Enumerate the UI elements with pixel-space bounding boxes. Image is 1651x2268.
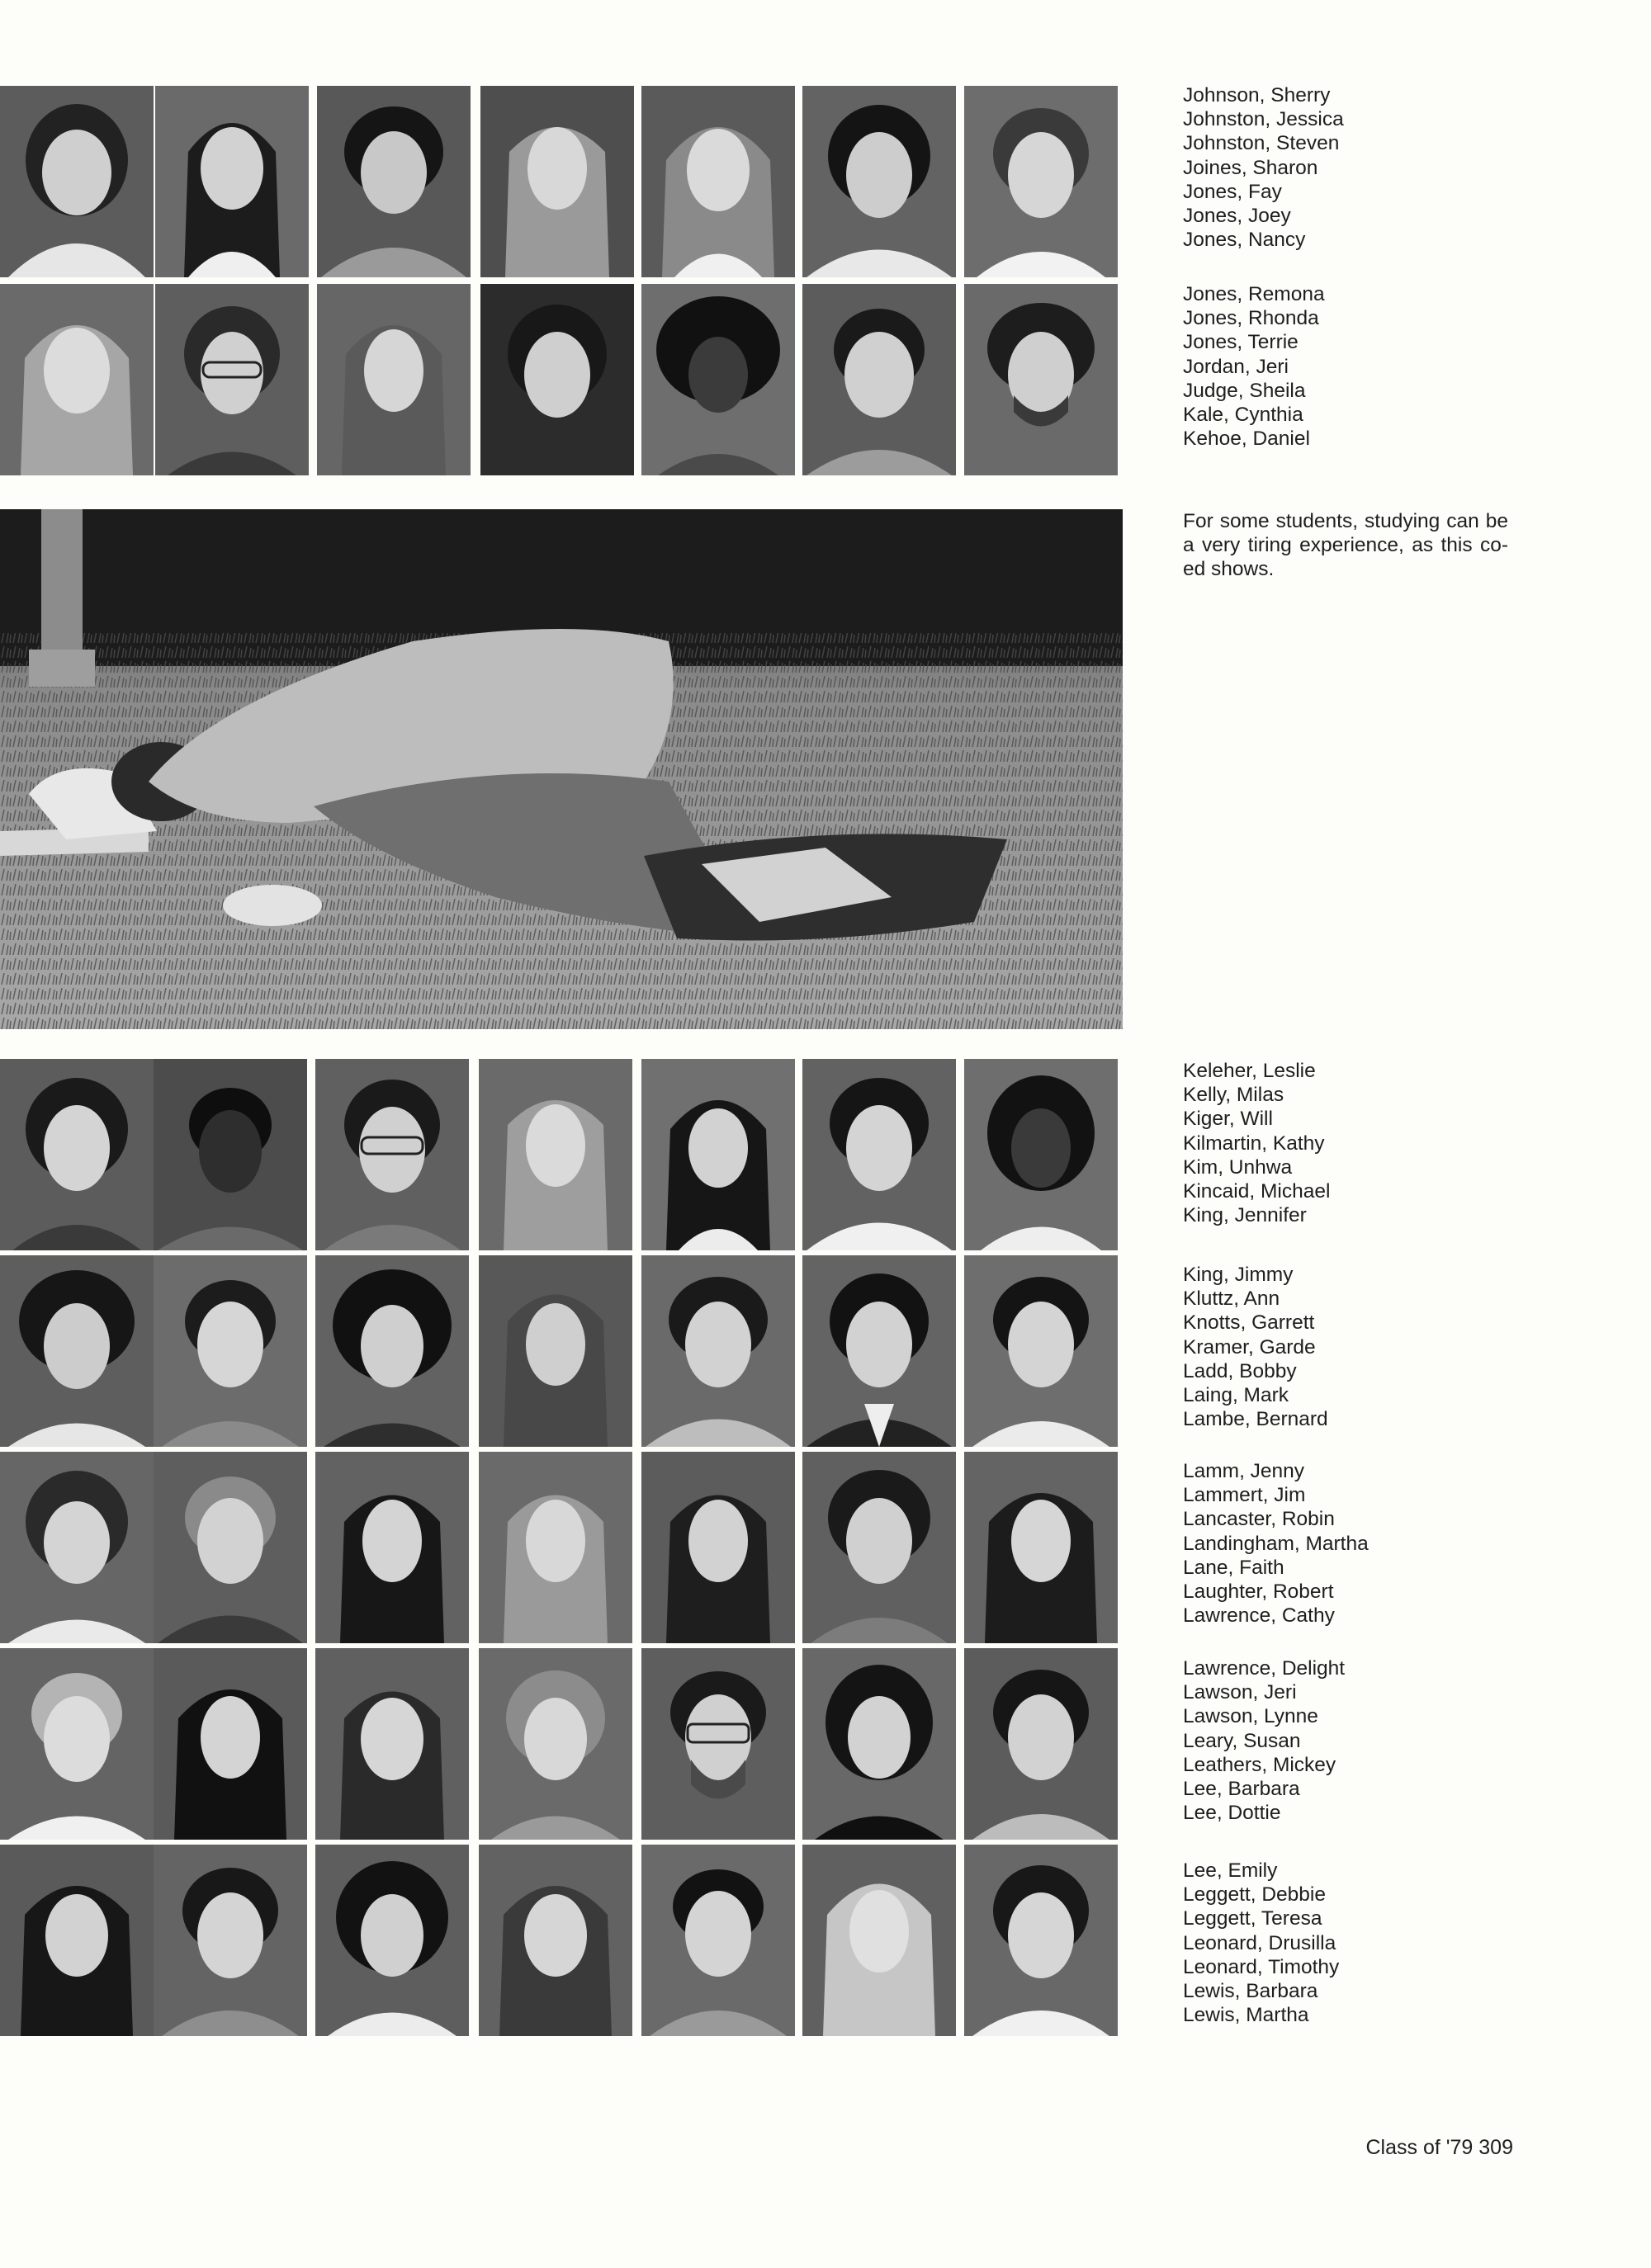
student-name: Laughter, Robert xyxy=(1183,1580,1334,1603)
student-name: Leonard, Timothy xyxy=(1183,1955,1340,1978)
portrait-row-5 xyxy=(0,1452,1123,1643)
portrait-photo xyxy=(154,1845,307,2036)
portrait-photo xyxy=(479,1255,632,1447)
student-name: Kehoe, Daniel xyxy=(1183,428,1310,451)
name-list-row-3 xyxy=(1183,1059,1513,1227)
portrait-photo xyxy=(315,1845,469,2036)
name-list-row-6 xyxy=(1183,1656,1513,1825)
name-list-row-7 xyxy=(1183,1859,1513,2027)
portrait-photo xyxy=(964,1255,1118,1447)
portrait-photo xyxy=(479,1059,632,1250)
portrait-photo xyxy=(317,284,471,475)
portrait-photo xyxy=(964,284,1118,475)
portrait-photo xyxy=(154,1452,307,1643)
student-name: Kincaid, Michael xyxy=(1183,1179,1331,1203)
portrait-row-7 xyxy=(0,1845,1123,2036)
portrait-photo xyxy=(802,1845,956,2036)
portrait-photo xyxy=(802,86,956,277)
portrait-photo xyxy=(0,1845,154,2036)
photo-caption: For some students, studying can be a very tiring experience, as this co-ed shows. xyxy=(1183,510,1508,581)
portrait-photo xyxy=(0,1255,154,1447)
portrait-photo xyxy=(641,1255,795,1447)
student-name: Lancaster, Robin xyxy=(1183,1508,1335,1531)
portrait-photo xyxy=(802,1452,956,1643)
portrait-photo xyxy=(315,1452,469,1643)
portrait-photo xyxy=(641,86,795,277)
portrait-photo xyxy=(641,1059,795,1250)
student-name: Lane, Faith xyxy=(1183,1556,1284,1579)
student-name: Lamm, Jenny xyxy=(1183,1460,1305,1482)
portrait-photo xyxy=(0,1648,154,1840)
portrait-photo xyxy=(802,1059,956,1250)
student-name: Leary, Susan xyxy=(1183,1729,1301,1752)
portrait-photo xyxy=(641,1648,795,1840)
student-name: Johnston, Steven xyxy=(1183,132,1340,155)
student-name: Johnson, Sherry xyxy=(1183,84,1331,106)
student-name: Johnston, Jessica xyxy=(1183,108,1344,131)
portrait-row-6 xyxy=(0,1648,1123,1840)
student-name: Leonard, Drusilla xyxy=(1183,1931,1336,1954)
portrait-photo xyxy=(317,86,471,277)
student-name: Lewis, Martha xyxy=(1183,2004,1309,2027)
portrait-photo xyxy=(0,1452,154,1643)
portrait-photo xyxy=(479,1648,632,1840)
student-name: Lawson, Lynne xyxy=(1183,1705,1318,1728)
student-name: Kale, Cynthia xyxy=(1183,403,1303,426)
portrait-photo xyxy=(641,1452,795,1643)
portrait-photo xyxy=(0,284,154,475)
student-name: Jones, Remona xyxy=(1183,283,1325,305)
name-list-row-5 xyxy=(1183,1459,1513,1628)
student-name: Lee, Emily xyxy=(1183,1859,1278,1882)
portrait-photo xyxy=(480,284,634,475)
portrait-photo xyxy=(641,284,795,475)
student-name: Lee, Barbara xyxy=(1183,1777,1300,1800)
student-name: Knotts, Garrett xyxy=(1183,1311,1315,1335)
portrait-photo xyxy=(154,1648,307,1840)
student-name: Jones, Fay xyxy=(1183,180,1282,203)
portrait-photo xyxy=(964,1845,1118,2036)
portrait-photo xyxy=(480,86,634,277)
portrait-photo xyxy=(155,284,309,475)
portrait-photo xyxy=(479,1845,632,2036)
student-name: Joines, Sharon xyxy=(1183,156,1318,179)
student-name: Keleher, Leslie xyxy=(1183,1060,1316,1082)
student-name: Kim, Unhwa xyxy=(1183,1155,1293,1179)
portrait-photo xyxy=(802,284,956,475)
student-name: Laing, Mark xyxy=(1183,1383,1289,1406)
student-name: Leggett, Teresa xyxy=(1183,1907,1322,1930)
portrait-row-4 xyxy=(0,1255,1123,1447)
student-name: King, Jennifer xyxy=(1183,1204,1307,1227)
portrait-photo xyxy=(0,1059,154,1250)
student-name: Kluttz, Ann xyxy=(1183,1288,1280,1311)
student-name: Lawrence, Delight xyxy=(1183,1657,1346,1680)
name-list-row-2 xyxy=(1183,282,1513,451)
name-list-row-4 xyxy=(1183,1263,1513,1431)
portrait-photo xyxy=(315,1059,469,1250)
student-name: Lammert, Jim xyxy=(1183,1484,1306,1507)
student-name: Jones, Joey xyxy=(1183,204,1291,227)
portrait-photo xyxy=(315,1648,469,1840)
name-list-row-1 xyxy=(1183,83,1513,252)
student-name: Jones, Nancy xyxy=(1183,229,1306,252)
portrait-photo xyxy=(315,1255,469,1447)
student-name: Leggett, Debbie xyxy=(1183,1883,1326,1907)
portrait-photo xyxy=(802,1255,956,1447)
portrait-photo xyxy=(155,86,309,277)
portrait-row-3 xyxy=(0,1059,1123,1250)
student-name: Kilmartin, Kathy xyxy=(1183,1132,1325,1155)
portrait-photo xyxy=(964,1059,1118,1250)
student-name: Judge, Sheila xyxy=(1183,379,1306,402)
portrait-row-1 xyxy=(0,86,1123,277)
portrait-photo xyxy=(964,1452,1118,1643)
portrait-photo xyxy=(641,1845,795,2036)
student-name: Lawrence, Cathy xyxy=(1183,1604,1335,1628)
portrait-photo xyxy=(964,1648,1118,1840)
portrait-row-2 xyxy=(0,284,1123,475)
portrait-photo xyxy=(479,1452,632,1643)
portrait-photo xyxy=(154,1255,307,1447)
student-name: Landingham, Martha xyxy=(1183,1532,1369,1555)
student-name: Jones, Terrie xyxy=(1183,331,1299,354)
student-name: Leathers, Mickey xyxy=(1183,1753,1336,1776)
student-name: Jordan, Jeri xyxy=(1183,355,1289,378)
student-name: Lewis, Barbara xyxy=(1183,1979,1318,2002)
portrait-photo xyxy=(802,1648,956,1840)
portrait-photo xyxy=(964,86,1118,277)
student-name: Kiger, Will xyxy=(1183,1108,1273,1131)
portrait-photo xyxy=(154,1059,307,1250)
studying-photo xyxy=(0,509,1123,1029)
student-name: Lambe, Bernard xyxy=(1183,1408,1328,1431)
student-name: King, Jimmy xyxy=(1183,1264,1294,1286)
student-name: Lee, Dottie xyxy=(1183,1802,1281,1825)
student-name: Lawson, Jeri xyxy=(1183,1681,1297,1704)
student-name: Jones, Rhonda xyxy=(1183,307,1319,330)
portrait-photo xyxy=(0,86,154,277)
student-name: Kramer, Garde xyxy=(1183,1335,1316,1358)
student-name: Ladd, Bobby xyxy=(1183,1359,1297,1382)
student-name: Kelly, Milas xyxy=(1183,1084,1284,1107)
page-footer: Class of '79 309 xyxy=(1365,2136,1513,2159)
